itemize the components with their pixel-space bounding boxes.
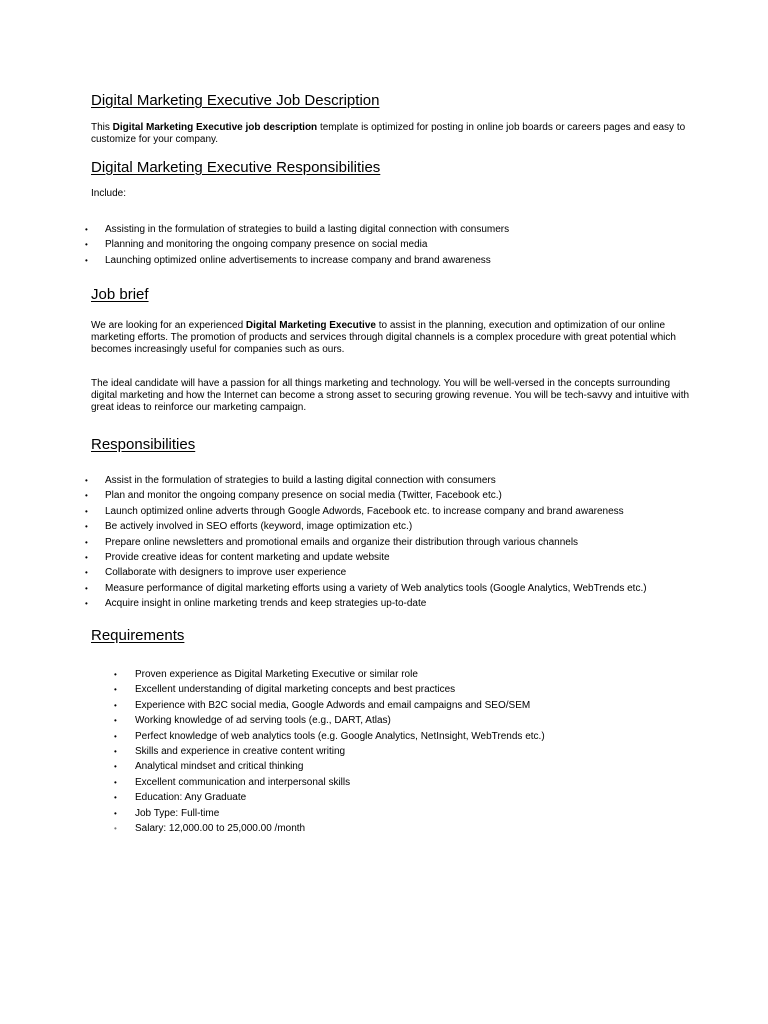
list-item	[0, 519, 740, 534]
bullet-icon: •	[114, 793, 117, 803]
bullet-icon: •	[85, 537, 88, 547]
bullet-icon: •	[114, 777, 117, 787]
bullet-icon: •	[85, 522, 88, 532]
bullet-icon: •	[85, 583, 88, 593]
list-item-text: Plan and monitor the ongoing company presence on social media (Twitter, Facebook etc.)	[105, 490, 502, 502]
list-item	[0, 535, 740, 550]
list-item-text: Working knowledge of ad serving tools (e.g., DART, Atlas)	[135, 715, 391, 727]
list-item-text: Analytical mindset and critical thinking	[135, 761, 304, 773]
list-item	[0, 488, 740, 503]
bullet-icon: •	[85, 255, 88, 265]
list-item-text: Experience with B2C social media, Google Adwords and email campaigns and SEO/SEM	[135, 699, 531, 711]
bullet-icon: •	[85, 491, 88, 501]
list-item	[0, 473, 740, 488]
list-item-text: Salary: 12,000.00 to 25,000.00 /month	[135, 822, 306, 834]
list-item	[0, 504, 740, 519]
bullet-icon: •	[114, 746, 117, 756]
responsibilities-heading: Responsibilities	[91, 436, 196, 453]
job-brief-paragraph-2: The ideal candidate will have a passion for all things marketing and technology. You will be well-versed in the concepts surrounding digital marketing and how the Internet can become a strong asset to securing growing revenue. You will be tech-savvy and intuitive with great ideas to reinforce our marketing campaign.	[91, 378, 690, 413]
list-item-text: Planning and monitoring the ongoing company presence on social media	[105, 239, 428, 251]
list-item-text: Skills and experience in creative content writing	[135, 745, 346, 757]
list-item	[0, 237, 740, 252]
list-item	[0, 222, 740, 237]
intro-text-post: template is optimized for posting in online job boards or careers pages and easy to customize for your company.	[91, 122, 686, 145]
intro-text-bold: Digital Marketing Executive job description	[112, 122, 318, 133]
job-brief-paragraph-1	[91, 320, 691, 356]
list-item	[0, 775, 740, 790]
list-item	[0, 744, 740, 759]
list-item	[0, 682, 740, 697]
bullet-icon: •	[85, 506, 88, 516]
list-item	[0, 806, 740, 821]
list-item	[0, 790, 740, 805]
requirements-list	[0, 667, 740, 836]
list-item-text: Assist in the formulation of strategies to build a lasting digital connection with consumers	[105, 475, 496, 486]
bullet-icon: •	[114, 731, 117, 741]
responsibilities-list	[0, 473, 740, 612]
list-item-text: Education: Any Graduate	[135, 792, 247, 804]
list-item-text: Acquire insight in online marketing trends and keep strategies up-to-date	[105, 598, 427, 610]
list-item	[0, 550, 740, 565]
bullet-icon: •	[114, 808, 117, 818]
include-label: Include:	[91, 188, 127, 199]
responsibilities-overview-heading: Digital Marketing Executive Responsibilities	[91, 159, 381, 176]
intro-paragraph	[91, 122, 691, 146]
job-brief-text-pre: We are looking for an experienced	[91, 320, 246, 331]
list-item	[0, 821, 740, 836]
bullet-icon: •	[114, 823, 117, 833]
list-item	[0, 759, 740, 774]
bullet-icon: •	[85, 476, 88, 485]
bullet-icon: •	[85, 568, 88, 578]
list-item	[0, 581, 740, 596]
bullet-icon: •	[114, 700, 117, 710]
bullet-icon: •	[114, 716, 117, 726]
list-item-text: Collaborate with designers to improve user experience	[105, 567, 347, 579]
list-item-text: Prepare online newsletters and promotional emails and organize their distribution through various channels	[105, 536, 579, 548]
list-item	[0, 698, 740, 713]
list-item	[0, 565, 740, 580]
list-item	[0, 713, 740, 728]
list-item-text: Measure performance of digital marketing efforts using a variety of Web analytics tools (Google Analytics, WebTrends etc.)	[105, 582, 647, 594]
list-item-text: Be actively involved in SEO efforts (keyword, image optimization etc.)	[105, 521, 413, 533]
list-item-text: Launch optimized online adverts through Google Adwords, Facebook etc. to increase company and brand awareness	[105, 505, 624, 517]
list-item	[0, 729, 740, 744]
job-brief-text-bold: Digital Marketing Executive	[245, 320, 376, 331]
page-title: Digital Marketing Executive Job Description	[91, 92, 380, 109]
include-list	[0, 222, 740, 268]
job-brief-text-post: to assist in the planning, execution and optimization of our online marketing efforts. The promotion of products and services through digital channels is a complex procedure with great potential which becomes increasingly useful for companies such as ours.	[91, 320, 676, 355]
list-item-text: Perfect knowledge of web analytics tools (e.g. Google Analytics, NetInsight, WebTrends etc.)	[135, 730, 545, 742]
requirements-heading: Requirements	[91, 627, 185, 644]
job-brief-heading: Job brief	[91, 286, 149, 303]
list-item-text: Proven experience as Digital Marketing Executive or similar role	[135, 669, 418, 680]
intro-text-pre: This	[91, 122, 113, 133]
list-item-text: Launching optimized online advertisements to increase company and brand awareness	[105, 254, 491, 266]
bullet-icon: •	[114, 762, 117, 772]
bullet-icon: •	[85, 552, 88, 562]
bullet-icon: •	[114, 685, 117, 695]
list-item	[0, 667, 740, 682]
list-item	[0, 596, 740, 611]
bullet-icon: •	[114, 670, 117, 679]
list-item-text: Assisting in the formulation of strategies to build a lasting digital connection with consumers	[105, 224, 510, 235]
list-item-text: Excellent understanding of digital marketing concepts and best practices	[135, 684, 456, 696]
list-item	[0, 253, 740, 268]
list-item-text: Excellent communication and interpersonal skills	[135, 776, 351, 788]
list-item-text: Job Type: Full-time	[135, 807, 220, 819]
bullet-icon: •	[85, 599, 88, 609]
bullet-icon: •	[85, 225, 88, 234]
bullet-icon: •	[85, 240, 88, 250]
list-item-text: Provide creative ideas for content marketing and update website	[105, 551, 390, 563]
